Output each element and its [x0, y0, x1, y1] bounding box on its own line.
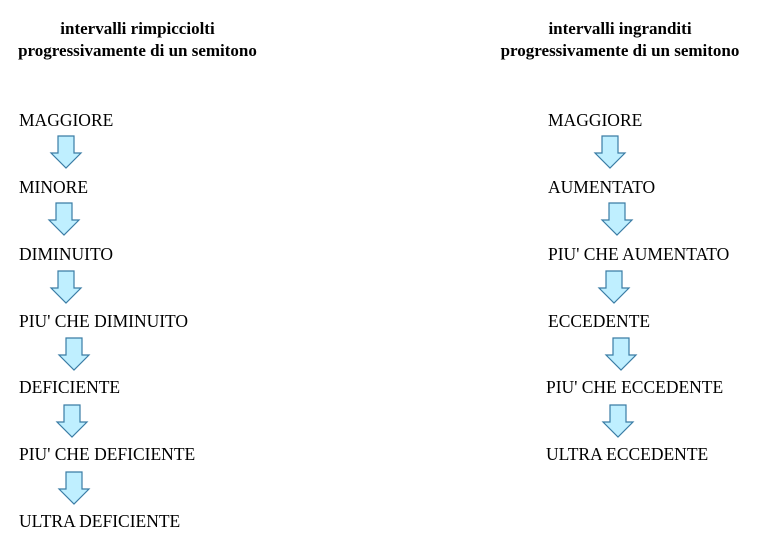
left-heading-line1: intervalli rimpicciolti — [60, 19, 215, 38]
down-arrow-icon — [604, 337, 638, 371]
right-heading-line2: progressivamente di un semitono — [500, 41, 740, 60]
left-term-ultra-deficiente: ULTRA DEFICIENTE — [19, 511, 181, 531]
left-term-piu-che-deficiente: PIU' CHE DEFICIENTE — [19, 444, 196, 464]
right-heading — [480, 18, 760, 62]
right-term-maggiore: MAGGIORE — [548, 110, 643, 130]
right-term-ultra-eccedente: ULTRA ECCEDENTE — [546, 444, 709, 464]
down-arrow-icon — [597, 270, 631, 304]
down-arrow-icon — [57, 337, 91, 371]
right-heading-line1: intervalli ingranditi — [548, 19, 692, 38]
down-arrow-icon — [49, 135, 83, 169]
left-term-maggiore: MAGGIORE — [19, 110, 114, 130]
down-arrow-icon — [593, 135, 627, 169]
left-term-piu-che-diminuito: PIU' CHE DIMINUITO — [19, 311, 189, 331]
left-term-diminuito: DIMINUITO — [19, 244, 113, 264]
down-arrow-icon — [601, 404, 635, 438]
right-term-piu-che-eccedente: PIU' CHE ECCEDENTE — [546, 377, 724, 397]
left-term-minore: MINORE — [19, 177, 89, 197]
down-arrow-icon — [49, 270, 83, 304]
down-arrow-icon — [57, 471, 91, 505]
right-term-eccedente: ECCEDENTE — [548, 311, 651, 331]
left-term-deficiente: DEFICIENTE — [19, 377, 121, 397]
left-heading-line2: progressivamente di un semitono — [18, 41, 257, 60]
down-arrow-icon — [600, 202, 634, 236]
down-arrow-icon — [47, 202, 81, 236]
down-arrow-icon — [55, 404, 89, 438]
right-term-piu-che-aumentato: PIU' CHE AUMENTATO — [548, 244, 730, 264]
right-term-aumentato: AUMENTATO — [548, 177, 656, 197]
left-heading — [0, 18, 275, 62]
